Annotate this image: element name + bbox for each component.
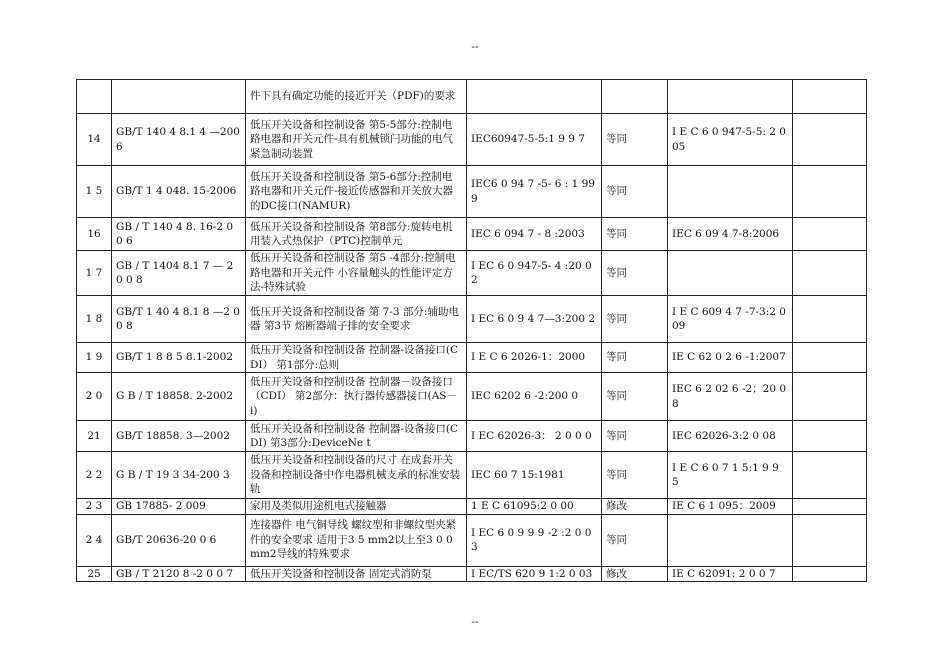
standard-title: 低压开关设备和控制设备的尺寸 在成套开关设备和控制设备中作电器机械支承的标准安装轨 xyxy=(246,452,467,499)
standards-table xyxy=(76,79,867,582)
table-row xyxy=(77,114,867,166)
note-cell xyxy=(793,373,867,421)
reference-standard: IE C 62091: 2 0 0 7 xyxy=(668,566,793,582)
reference-standard xyxy=(668,166,793,218)
reference-standard: I E C 6 0 947-5-5: 2 005 xyxy=(668,114,793,166)
row-number: 1 7 xyxy=(77,251,112,296)
gb-standard-code: GB 17885- 2 009 xyxy=(112,499,246,515)
adoption-relation: 等同 xyxy=(602,373,668,421)
gb-standard-code: GB/T 20636-20 0 6 xyxy=(112,514,246,566)
note-cell xyxy=(793,343,867,373)
adoption-relation: 修改 xyxy=(602,566,668,582)
row-number: 2 2 xyxy=(77,452,112,499)
adoption-relation: 等同 xyxy=(602,421,668,452)
table-row xyxy=(77,166,867,218)
iec-standard-code: I EC 6 0 9 9 9 -2 :2 0 0 3 xyxy=(467,514,602,566)
table-row xyxy=(77,251,867,296)
standard-title: 低压开关设备和控制设备 第5-5部分:控制电路电器和开关元件-具有机械锁闩功能的电气紧急制动装置 xyxy=(246,114,467,166)
reference-standard xyxy=(668,251,793,296)
iec-standard-code: IEC60947-5-5:1 9 9 7 xyxy=(467,114,602,166)
note-cell xyxy=(793,114,867,166)
note-cell xyxy=(793,166,867,218)
gb-standard-code: GB / T 140 4 8. 16-2 0 0 6 xyxy=(112,218,246,251)
note-cell xyxy=(793,80,867,114)
table-row xyxy=(77,452,867,499)
iec-standard-code: I EC 6 0 947-5- 4 :20 0 2 xyxy=(467,251,602,296)
iec-standard-code: I EC/TS 620 9 1:2 0 03 xyxy=(467,566,602,582)
reference-standard: IEC 62026-3:2 0 08 xyxy=(668,421,793,452)
reference-standard: I E C 609 4 7 -7-3:2 0 09 xyxy=(668,296,793,343)
standard-title: 低压开关设备和控制设备 控制器-设备接口(CDI) 第3部分:DeviceNe t xyxy=(246,421,467,452)
note-cell xyxy=(793,452,867,499)
table-row xyxy=(77,373,867,421)
row-number xyxy=(77,80,112,114)
note-cell xyxy=(793,421,867,452)
reference-standard: IEC 6 09 4 7-8:2006 xyxy=(668,218,793,251)
row-number: 1 8 xyxy=(77,296,112,343)
note-cell xyxy=(793,566,867,582)
iec-standard-code: I E C 6 2026-1：2000 xyxy=(467,343,602,373)
footer-page-mark: -- xyxy=(471,615,479,628)
standard-title: 低压开关设备和控制设备 控制器-设备接口(CDI） 第1部分:总则 xyxy=(246,343,467,373)
standard-title: 低压开关设备和控制设备 第 7-3 部分:辅助电器 第3节 熔断器端子排的安全要求 xyxy=(246,296,467,343)
adoption-relation: 等同 xyxy=(602,114,668,166)
table-row xyxy=(77,499,867,515)
note-cell xyxy=(793,218,867,251)
row-number: 14 xyxy=(77,114,112,166)
note-cell xyxy=(793,251,867,296)
gb-standard-code: GB / T 1404 8.1 7 — 2 0 0 8 xyxy=(112,251,246,296)
gb-standard-code: GB/T 1 4 048. 15-2006 xyxy=(112,166,246,218)
iec-standard-code: I EC 62026-3： 2 0 0 0 xyxy=(467,421,602,452)
note-cell xyxy=(793,296,867,343)
reference-standard: I E C 6 0 7 1 5:1 9 9 5 xyxy=(668,452,793,499)
standard-title: 低压开关设备和控制设备 固定式消防泵 xyxy=(246,566,467,582)
table-row xyxy=(77,80,867,114)
adoption-relation: 修改 xyxy=(602,499,668,515)
iec-standard-code xyxy=(467,80,602,114)
standard-title: 低压开关设备和控制设备 第8部分:旋转电机用装入式热保护（PTC)控制单元 xyxy=(246,218,467,251)
iec-standard-code: IEC6 0 94 7 -5- 6 : 1 999 xyxy=(467,166,602,218)
row-number: 1 9 xyxy=(77,343,112,373)
gb-standard-code: G B / T 19 3 34-200 3 xyxy=(112,452,246,499)
standard-title: 低压开关设备和控制设备 第5-6部分:控制电路电器和开关元件-接近传感器和开关放大器的DC接口(NAMUR) xyxy=(246,166,467,218)
table-row xyxy=(77,566,867,582)
reference-standard xyxy=(668,80,793,114)
iec-standard-code: IEC 6 094 7 - 8 :2003 xyxy=(467,218,602,251)
table-row xyxy=(77,218,867,251)
note-cell xyxy=(793,514,867,566)
standard-title: 连接器件 电气铜导线 螺纹型和非螺纹型夹紧件的安全要求 适用于3 5 mm2以上至3 0 0mm2导线的特殊要求 xyxy=(246,514,467,566)
adoption-relation xyxy=(602,80,668,114)
gb-standard-code: GB/T 140 4 8.1 4 —2006 xyxy=(112,114,246,166)
adoption-relation: 等同 xyxy=(602,296,668,343)
gb-standard-code: GB/T 1 8 8 5 8.1-2002 xyxy=(112,343,246,373)
table-row xyxy=(77,514,867,566)
standard-title: 低压开关设备和控制设备 控制器－设备接口（CDI） 第2部分：执行器传感器接口(AS－i) xyxy=(246,373,467,421)
reference-standard: IEC 6 2 02 6 -2；20 0 8 xyxy=(668,373,793,421)
note-cell xyxy=(793,499,867,515)
adoption-relation: 等同 xyxy=(602,218,668,251)
table-row xyxy=(77,421,867,452)
iec-standard-code: IEC 6202 6 -2:200 0 xyxy=(467,373,602,421)
iec-standard-code: 1 E C 61095:2 0 00 xyxy=(467,499,602,515)
row-number: 2 4 xyxy=(77,514,112,566)
reference-standard: IE C 6 1 095：2009 xyxy=(668,499,793,515)
table-row xyxy=(77,343,867,373)
row-number: 1 5 xyxy=(77,166,112,218)
header-page-mark: -- xyxy=(471,40,479,53)
iec-standard-code: IEC 60 7 15:1981 xyxy=(467,452,602,499)
reference-standard: IE C 62 0 2 6 -1:2007 xyxy=(668,343,793,373)
gb-standard-code: GB / T 2120 8 -2 0 0 7 xyxy=(112,566,246,582)
standard-title: 家用及类似用途机电式接触器 xyxy=(246,499,467,515)
standard-title: 低压开关设备和控制设备 第5 -4部分:控制电路电器和开关元件 小容量触头的性能评定方法-特殊试验 xyxy=(246,251,467,296)
table-row xyxy=(77,296,867,343)
adoption-relation: 等同 xyxy=(602,514,668,566)
row-number: 25 xyxy=(77,566,112,582)
adoption-relation: 等同 xyxy=(602,343,668,373)
gb-standard-code: GB/T 18858. 3—2002 xyxy=(112,421,246,452)
adoption-relation: 等同 xyxy=(602,166,668,218)
row-number: 21 xyxy=(77,421,112,452)
standard-title: 件下具有确定功能的接近开关（PDF)的要求 xyxy=(246,80,467,114)
gb-standard-code xyxy=(112,80,246,114)
adoption-relation: 等同 xyxy=(602,452,668,499)
gb-standard-code: GB/T 1 40 4 8.1 8 —2 0 0 8 xyxy=(112,296,246,343)
row-number: 16 xyxy=(77,218,112,251)
iec-standard-code: I EC 6 0 9 4 7—3:200 2 xyxy=(467,296,602,343)
row-number: 2 0 xyxy=(77,373,112,421)
reference-standard xyxy=(668,514,793,566)
row-number: 2 3 xyxy=(77,499,112,515)
gb-standard-code: G B / T 18858. 2-2002 xyxy=(112,373,246,421)
adoption-relation: 等同 xyxy=(602,251,668,296)
